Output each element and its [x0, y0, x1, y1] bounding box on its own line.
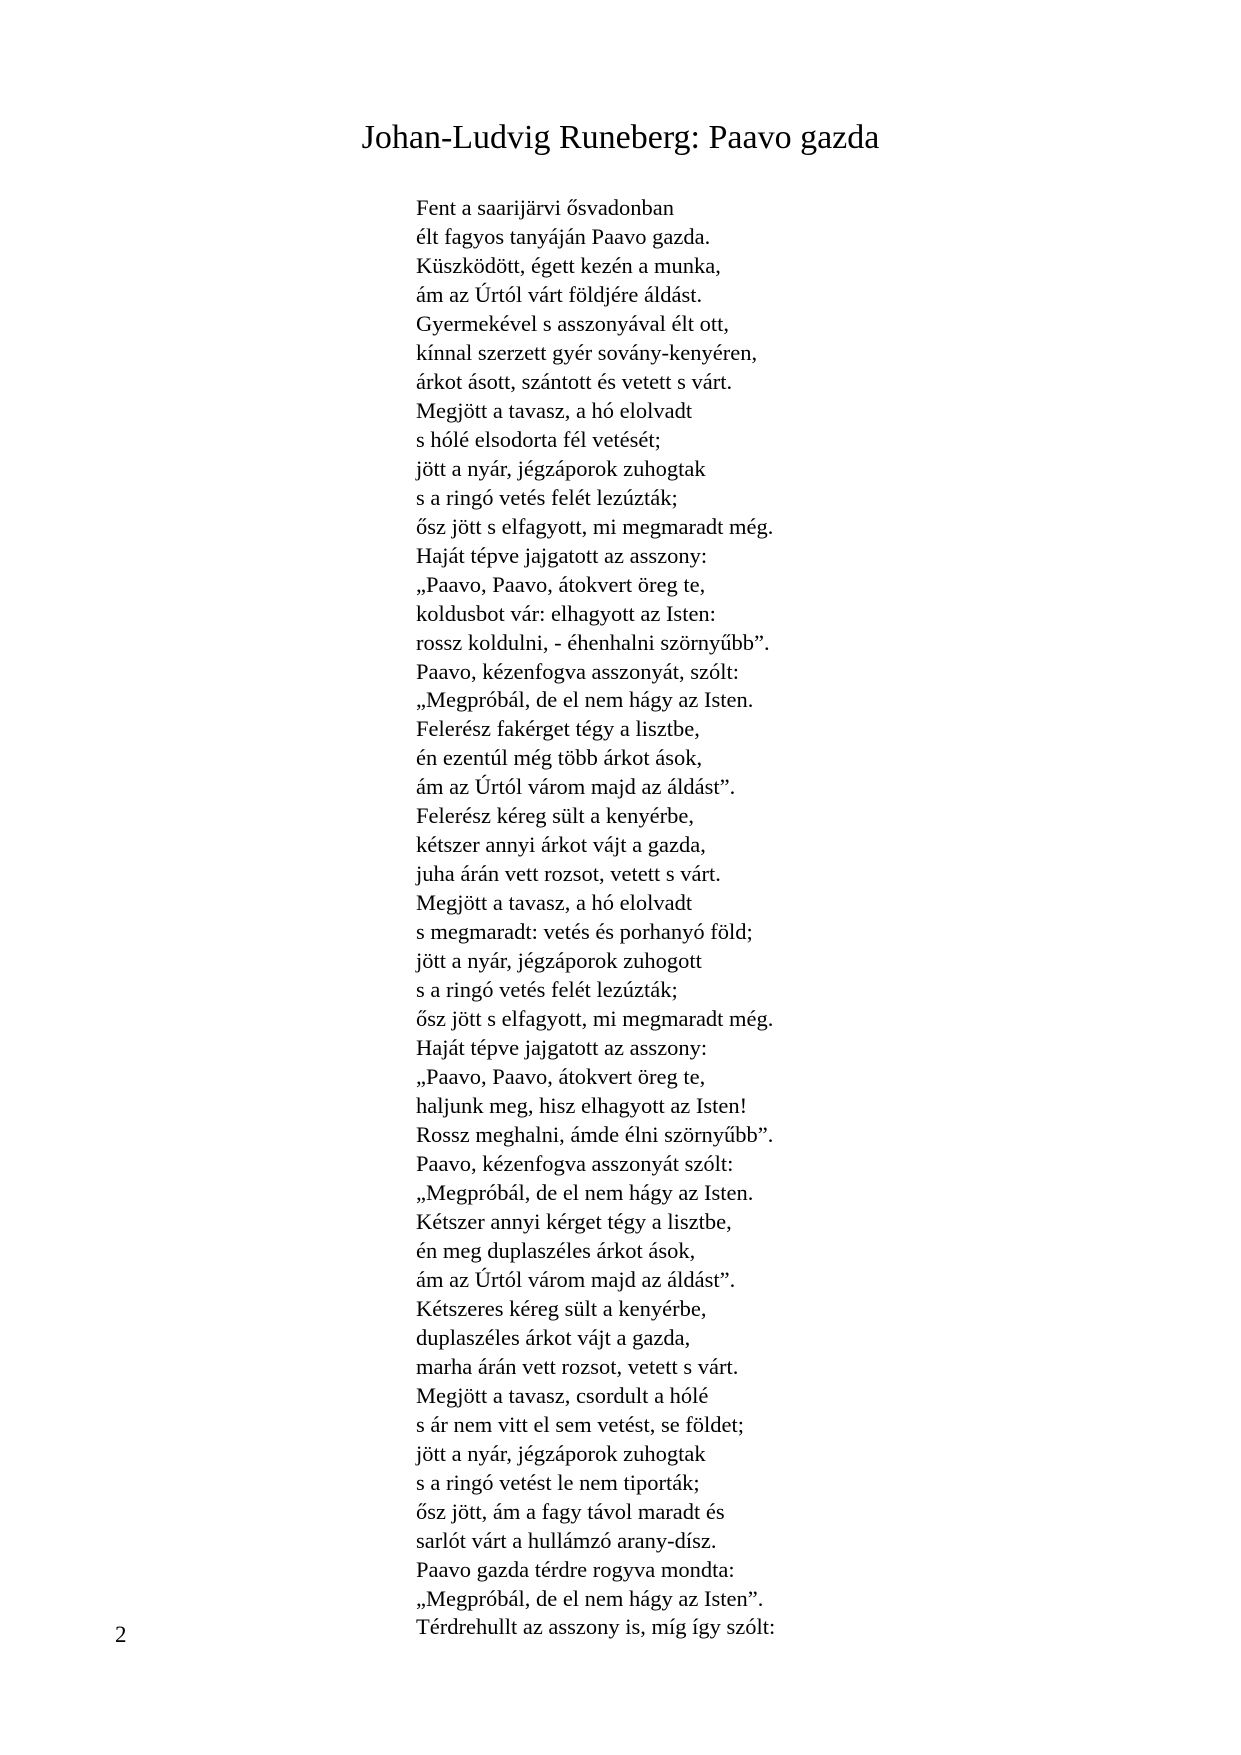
poem-line: ősz jött, ám a fagy távol maradt és [416, 1498, 725, 1524]
poem-line: Megjött a tavasz, a hó elolvadt [416, 890, 693, 916]
poem-line: s ár nem vitt el sem vetést, se földet; [416, 1411, 745, 1437]
poem-line: „Paavo, Paavo, átokvert öreg te, [416, 571, 706, 597]
poem-line: juha árán vett rozsot, vetett s várt. [416, 861, 721, 887]
poem-line: sarlót várt a hullámzó arany-dísz. [416, 1527, 717, 1553]
poem-line: s megmaradt: vetés és porhanyó föld; [416, 919, 753, 945]
poem-line: ám az Úrtól várom majd az áldást”. [416, 1266, 736, 1292]
poem-line: marha árán vett rozsot, vetett s várt. [416, 1353, 739, 1379]
poem-line: s a ringó vetést le nem tiporták; [416, 1469, 700, 1495]
poem-line: „Megpróbál, de el nem hágy az Isten. [416, 1179, 754, 1205]
poem-line: Gyermekével s asszonyával élt ott, [416, 310, 730, 336]
poem-line: Kétszer annyi kérget tégy a lisztbe, [416, 1208, 732, 1234]
poem-line: „Megpróbál, de el nem hágy az Isten”. [416, 1585, 764, 1611]
poem-line: Paavo, kézenfogva asszonyát szólt: [416, 1150, 734, 1176]
poem-line: „Paavo, Paavo, átokvert öreg te, [416, 1064, 706, 1090]
poem-line: Megjött a tavasz, a hó elolvadt [416, 397, 693, 423]
poem-line: duplaszéles árkot vájt a gazda, [416, 1324, 691, 1350]
poem-line: én meg duplaszéles árkot ások, [416, 1237, 696, 1263]
poem-line: s a ringó vetés felét lezúzták; [416, 484, 678, 510]
poem-line: s a ringó vetés felét lezúzták; [416, 977, 678, 1003]
poem-line: jött a nyár, jégzáporok zuhogott [416, 948, 702, 974]
poem-line: ősz jött s elfagyott, mi megmaradt még. [416, 513, 774, 539]
poem-line: Rossz meghalni, ámde élni szörnyűbb”. [416, 1122, 774, 1147]
poem-line: ám az Úrtól várt földjére áldást. [416, 281, 703, 307]
poem-body [416, 194, 775, 1642]
poem-line: ősz jött s elfagyott, mi megmaradt még. [416, 1006, 774, 1032]
poem-line: koldusbot vár: elhagyott az Isten: [416, 600, 716, 626]
poem-line: Megjött a tavasz, csordult a hólé [416, 1382, 709, 1408]
poem-line: jött a nyár, jégzáporok zuhogtak [416, 455, 706, 481]
poem-line: árkot ásott, szántott és vetett s várt. [416, 368, 733, 394]
poem-line: élt fagyos tanyáján Paavo gazda. [416, 223, 711, 249]
page-number: 2 [115, 1622, 127, 1647]
poem-line: kétszer annyi árkot vájt a gazda, [416, 832, 706, 858]
poem-line: Felerész fakérget tégy a lisztbe, [416, 716, 700, 742]
page-title: Johan-Ludvig Runeberg: Paavo gazda [361, 119, 880, 156]
poem-line: Paavo, kézenfogva asszonyát, szólt: [416, 658, 740, 684]
poem-line: Paavo gazda térdre rogyva mondta: [416, 1556, 735, 1582]
poem-line: Fent a saarijärvi ősvadonban [416, 195, 675, 220]
poem-line: jött a nyár, jégzáporok zuhogtak [416, 1440, 706, 1466]
poem-line: Küszködött, égett kezén a munka, [416, 252, 721, 278]
poem-line: Térdrehullt az asszony is, míg így szólt: [416, 1614, 776, 1640]
poem-line: kínnal szerzett gyér sovány-kenyéren, [416, 339, 758, 365]
poem-line: „Megpróbál, de el nem hágy az Isten. [416, 687, 754, 713]
poem-line: Haját tépve jajgatott az asszony: [416, 1035, 708, 1061]
poem-line: én ezentúl még több árkot ások, [416, 745, 703, 771]
poem-line: ám az Úrtól várom majd az áldást”. [416, 774, 736, 800]
poem-line: rossz koldulni, - éhenhalni szörnyűbb”. [416, 629, 770, 655]
poem-line: Kétszeres kéreg sült a kenyérbe, [416, 1295, 707, 1321]
poem-line: s hólé elsodorta fél vetését; [416, 426, 661, 452]
poem-line: Haját tépve jajgatott az asszony: [416, 542, 708, 568]
poem-line: haljunk meg, hisz elhagyott az Isten! [416, 1093, 748, 1119]
poem-line: Felerész kéreg sült a kenyérbe, [416, 803, 694, 829]
